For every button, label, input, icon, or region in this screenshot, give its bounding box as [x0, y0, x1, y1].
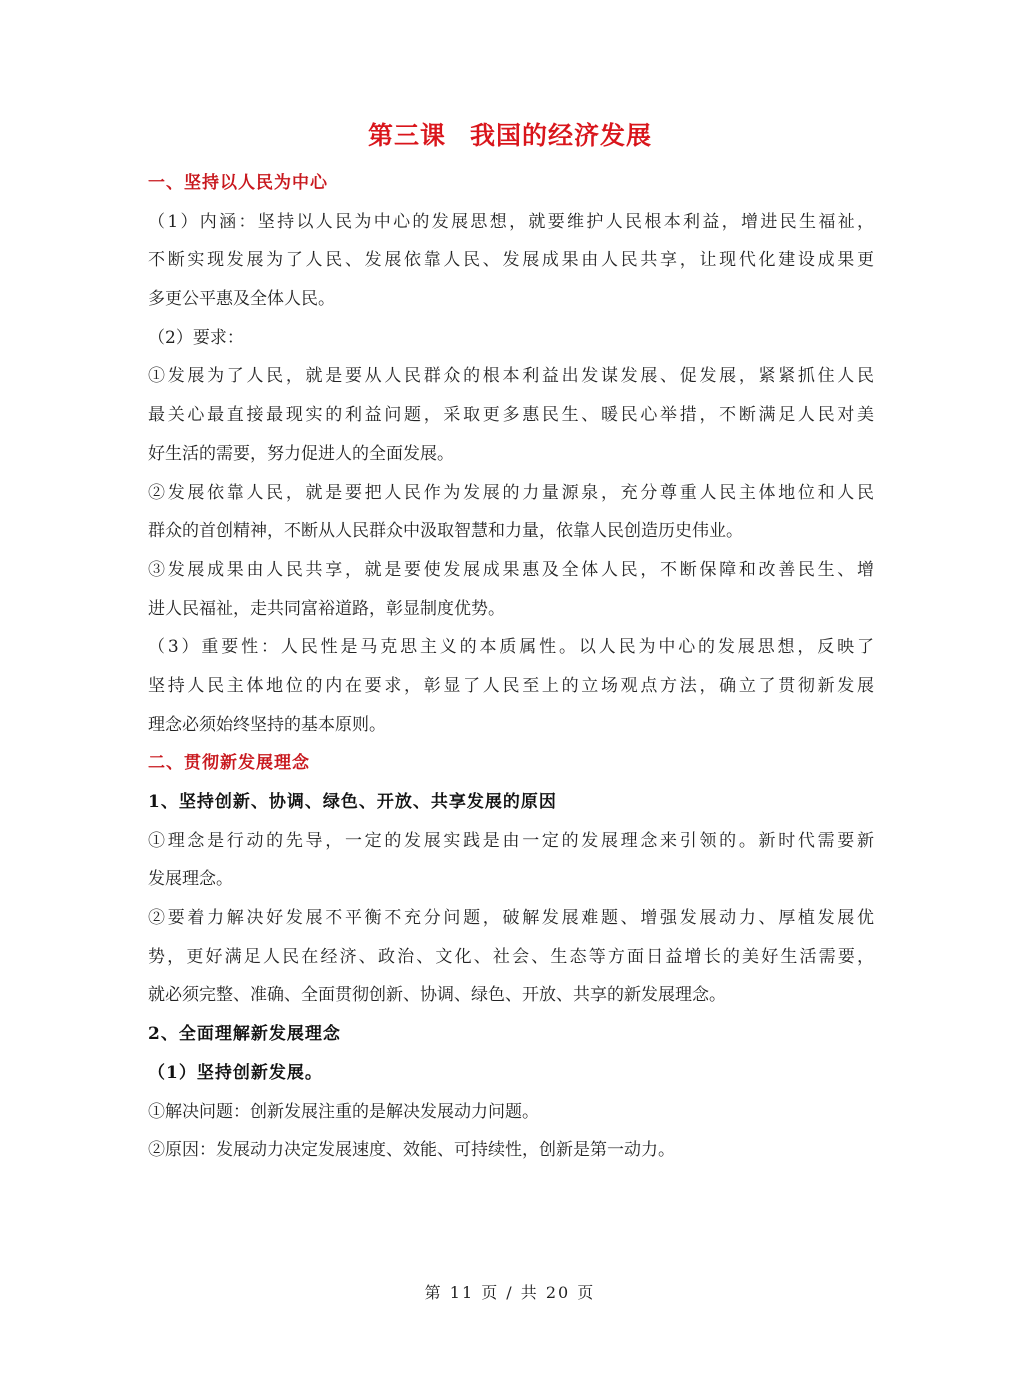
section-heading-1: 一、坚持以人民为中心: [148, 173, 328, 193]
text-line: 好生活的需要，努力促进人的全面发展。: [148, 443, 454, 464]
text-line: ①理念是行动的先导，一定的发展实践是由一定的发展理念来引领的。新时代需要新: [148, 830, 874, 851]
text-line: （2）要求：: [148, 327, 244, 348]
text-line: 势，更好满足人民在经济、政治、文化、社会、生态等方面日益增长的美好生活需要，: [148, 946, 874, 967]
text-line: ②要着力解决好发展不平衡不充分问题，破解发展难题、增强发展动力、厚植发展优: [148, 908, 874, 929]
text-line: ③发展成果由人民共享，就是要使发展成果惠及全体人民，不断保障和改善民生、增: [148, 559, 874, 580]
document-body: [148, 164, 874, 1170]
text-line: 不断实现发展为了人民、发展依靠人民、发展成果由人民共享，让现代化建设成果更: [148, 250, 874, 271]
text-line: ①发展为了人民，就是要从人民群众的根本利益出发谋发展、促发展，紧紧抓住人民: [148, 366, 874, 387]
text-line: 坚持人民主体地位的内在要求，彰显了人民至上的立场观点方法，确立了贯彻新发展: [148, 675, 874, 696]
text-line: ②发展依靠人民，就是要把人民作为发展的力量源泉，充分尊重人民主体地位和人民: [148, 482, 874, 503]
subsection-heading-2: 2、全面理解新发展理念: [148, 1024, 341, 1045]
text-line: 多更公平惠及全体人民。: [148, 289, 335, 310]
text-line: 发展理念。: [148, 869, 233, 890]
text-line: 最关心最直接最现实的利益问题，采取更多惠民生、暖民心举措，不断满足人民对美: [148, 405, 874, 426]
lesson-title: [0, 116, 1020, 152]
text-line: 进人民福祉，走共同富裕道路，彰显制度优势。: [148, 598, 505, 619]
text-line: 就必须完整、准确、全面贯彻创新、协调、绿色、开放、共享的新发展理念。: [148, 985, 726, 1006]
lesson-name: 我国的经济发展: [470, 121, 653, 150]
text-line: 理念必须始终坚持的基本原则。: [148, 714, 386, 735]
text-line: ②原因：发展动力决定发展速度、效能、可持续性，创新是第一动力。: [148, 1140, 675, 1161]
lesson-number: 第三课: [367, 121, 446, 150]
text-line: （3）重要性：人民性是马克思主义的本质属性。以人民为中心的发展思想，反映了: [148, 637, 874, 658]
point-heading: （1）坚持创新发展。: [148, 1062, 323, 1083]
section-heading-2: 二、贯彻新发展理念: [148, 753, 310, 774]
text-line: ①解决问题：创新发展注重的是解决发展动力问题。: [148, 1101, 539, 1122]
text-line: （1）内涵：坚持以人民为中心的发展思想，就要维护人民根本利益，增进民生福祉，: [148, 211, 874, 232]
page-footer: 第 11 页 / 共 20 页: [424, 1283, 596, 1302]
text-line: 群众的首创精神，不断从人民群众中汲取智慧和力量，依靠人民创造历史伟业。: [148, 521, 743, 542]
subsection-heading-1: 1、坚持创新、协调、绿色、开放、共享发展的原因: [148, 792, 557, 812]
